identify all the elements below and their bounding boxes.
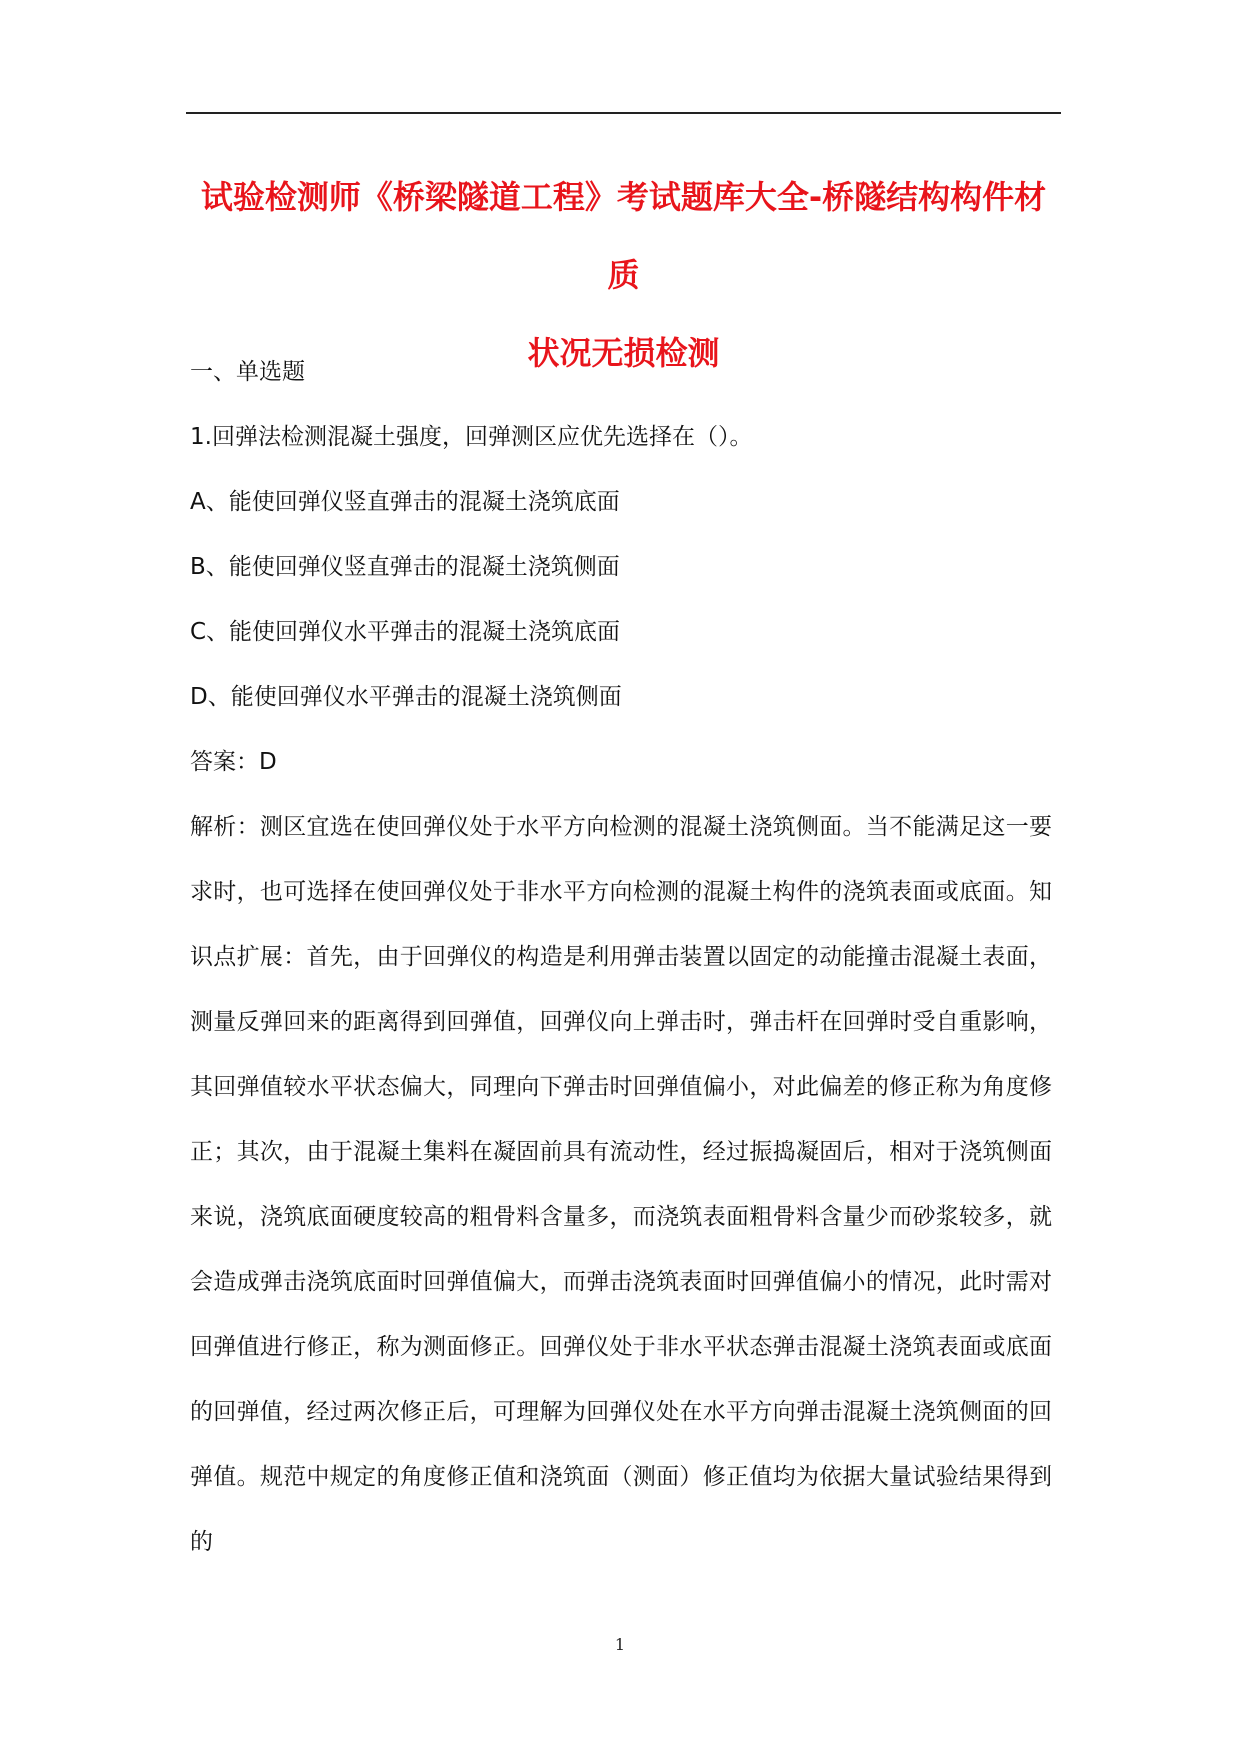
question-stem: 1.回弹法检测混凝土强度，回弹测区应优先选择在（）。 bbox=[190, 424, 753, 450]
answer: 答案：D bbox=[190, 749, 277, 775]
page-number: 1 bbox=[614, 1635, 626, 1654]
title-line-2: 状况无损检测 bbox=[527, 334, 720, 372]
document-body bbox=[190, 340, 1052, 1575]
option-b: B、能使回弹仪竖直弹击的混凝土浇筑侧面 bbox=[190, 554, 620, 580]
header-rule bbox=[186, 112, 1061, 114]
option-d: D、能使回弹仪水平弹击的混凝土浇筑侧面 bbox=[190, 684, 622, 710]
option-a: A、能使回弹仪竖直弹击的混凝土浇筑底面 bbox=[190, 489, 620, 515]
title-line-1: 试验检测师《桥梁隧道工程》考试题库大全-桥隧结构构件材质 bbox=[200, 178, 1047, 294]
explanation: 解析：测区宜选在使回弹仪处于水平方向检测的混凝土浇筑侧面。当不能满足这一要求时，也可选择在使回弹仪处于非水平方向检测的混凝土构件的浇筑表面或底面。知识点扩展：首先，由于回弹仪的构造是利用弹击装置以固定的动能撞击混凝土表面，测量反弹回来的距离得到回弹值，回弹仪向上弹击时，弹击杆在回弹时受自重影响，其回弹值较水平状态偏大，同理向下弹击时回弹值偏小，对此偏差的修正称为角度修正；其次，由于混凝土集料在凝固前具有流动性，经过振捣凝固后，相对于浇筑侧面来说，浇筑底面硬度较高的粗骨料含量多，而浇筑表面粗骨料含量少而砂浆较多，就会造成弹击浇筑底面时回弹值偏大，而弹击浇筑表面时回弹值偏小的情况，此时需对回弹值进行修正，称为测面修正。回弹仪处于非水平状态弹击混凝土浇筑表面或底面的回弹值，经过两次修正后，可理解为回弹仪处在水平方向弹击混凝土浇筑侧面的回弹值。规范中规定的角度修正值和浇筑面（测面）修正值均为依据大量试验结果得到的 bbox=[190, 814, 1052, 1555]
section-heading: 一、单选题 bbox=[190, 359, 305, 385]
option-c: C、能使回弹仪水平弹击的混凝土浇筑底面 bbox=[190, 619, 621, 645]
